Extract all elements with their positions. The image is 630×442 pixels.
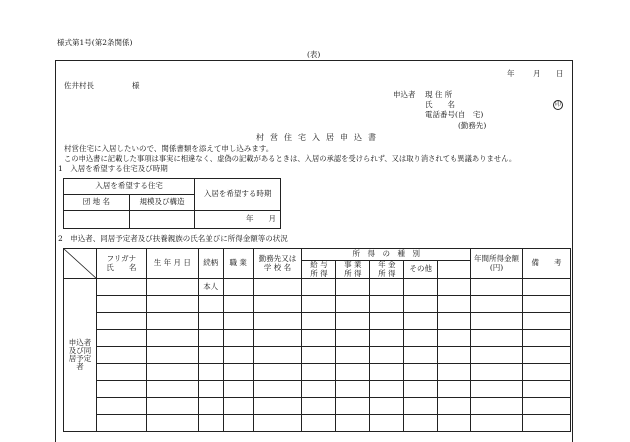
table-cell[interactable] [198, 296, 223, 313]
table-cell[interactable] [198, 330, 223, 347]
table-cell[interactable] [198, 415, 223, 432]
birth-header: 生 年 月 日 [146, 249, 198, 279]
table-cell[interactable] [253, 347, 302, 364]
table-cell[interactable] [438, 347, 471, 364]
table-cell[interactable] [404, 347, 438, 364]
workplace-header [253, 249, 302, 279]
table-cell[interactable] [96, 279, 146, 296]
table-cell[interactable] [404, 296, 438, 313]
table-cell[interactable] [96, 381, 146, 398]
table-cell[interactable] [96, 313, 146, 330]
table-row [64, 296, 571, 313]
table-cell[interactable] [96, 296, 146, 313]
table-cell[interactable] [370, 415, 404, 432]
addressee-name: 佐井村長 [64, 81, 94, 90]
income-type-header: 所 得 の 種 別 [302, 249, 471, 261]
relation-header: 続柄 [198, 249, 223, 279]
table-cell[interactable] [438, 296, 471, 313]
table-cell[interactable] [471, 330, 523, 347]
table-row [64, 330, 571, 347]
table-cell[interactable] [253, 398, 302, 415]
table-cell[interactable] [223, 330, 253, 347]
table-cell[interactable] [438, 364, 471, 381]
table-cell[interactable] [471, 415, 523, 432]
furigana-label: フリガナ [106, 254, 137, 264]
table-cell[interactable] [96, 364, 146, 381]
remarks-header: 備 考 [522, 249, 570, 279]
table-cell[interactable] [404, 398, 438, 415]
table-cell[interactable] [253, 296, 302, 313]
table-cell[interactable] [96, 415, 146, 432]
table-cell[interactable] [438, 330, 471, 347]
table-cell[interactable] [223, 347, 253, 364]
table-cell[interactable] [253, 364, 302, 381]
table-cell[interactable] [223, 381, 253, 398]
table-cell[interactable] [404, 381, 438, 398]
danchi-cell[interactable] [64, 211, 130, 229]
table-cell[interactable] [336, 313, 370, 330]
annual-income-label: 年間所得金額 [474, 254, 520, 264]
table-cell[interactable] [336, 296, 370, 313]
table-cell[interactable] [336, 279, 370, 296]
date-month: 月 [533, 69, 541, 78]
table-cell[interactable] [302, 347, 336, 364]
diagonal-corner-cell [64, 249, 97, 279]
table-cell[interactable] [302, 296, 336, 313]
table-cell[interactable] [438, 279, 471, 296]
addressee-honorific: 様 [132, 81, 140, 90]
table-cell[interactable] [198, 398, 223, 415]
table-cell[interactable] [96, 398, 146, 415]
table-row [64, 279, 571, 296]
table-row [64, 347, 571, 364]
school-label: 学 校 名 [263, 262, 292, 272]
table-cell[interactable] [438, 415, 471, 432]
table-cell[interactable] [253, 381, 302, 398]
row-group-line: 及び同 [68, 345, 92, 355]
row-group-line: 者 [76, 362, 84, 372]
job-header: 職 業 [223, 249, 253, 279]
table-cell[interactable] [336, 415, 370, 432]
salary-header [302, 261, 336, 279]
phone-home-label: 電話番号(自 宅) [425, 110, 484, 119]
table-cell[interactable] [522, 279, 570, 296]
table-cell[interactable] [404, 364, 438, 381]
table-cell[interactable] [336, 347, 370, 364]
table-cell[interactable] [370, 296, 404, 313]
table-row [64, 364, 571, 381]
address-label: 現 住 所 [425, 90, 453, 99]
table-row [64, 313, 571, 330]
business-header [336, 261, 370, 279]
table-cell[interactable] [198, 381, 223, 398]
form-number: 様式第1号(第2条関係) [57, 38, 133, 47]
table-cell[interactable] [146, 330, 198, 347]
business-label-2: 所 得 [344, 268, 362, 278]
table-cell[interactable] [302, 364, 336, 381]
salary-label-1: 給 与 [310, 260, 328, 270]
table-cell[interactable] [302, 279, 336, 296]
table-cell[interactable] [370, 347, 404, 364]
table-cell[interactable] [223, 415, 253, 432]
table-cell[interactable] [198, 347, 223, 364]
name-col-label: 氏 名 [106, 262, 137, 272]
table-cell[interactable] [302, 415, 336, 432]
table-cell[interactable] [370, 330, 404, 347]
table-cell[interactable] [438, 313, 471, 330]
date-day: 日 [556, 69, 564, 78]
table-row [64, 381, 571, 398]
danchi-header: 団 地 名 [64, 195, 130, 211]
table-cell[interactable] [370, 398, 404, 415]
table-cell[interactable] [146, 313, 198, 330]
table-cell[interactable] [223, 364, 253, 381]
table-cell[interactable] [336, 364, 370, 381]
table-cell[interactable] [302, 313, 336, 330]
salary-label-2: 所 得 [310, 268, 328, 278]
section2-heading: 2 申込者、同居予定者及び扶養親族の氏名並びに所得金額等の状況 [58, 234, 288, 243]
scale-header: 規模及び構造 [129, 195, 195, 211]
phone-work-label: (勤務先) [458, 121, 487, 130]
table-cell[interactable] [96, 330, 146, 347]
table-cell[interactable] [404, 279, 438, 296]
scale-cell[interactable] [129, 211, 195, 229]
table-cell[interactable] [471, 364, 523, 381]
table-cell[interactable] [370, 279, 404, 296]
table-cell[interactable] [522, 296, 570, 313]
table-cell[interactable] [302, 330, 336, 347]
table-cell[interactable] [223, 296, 253, 313]
table-cell[interactable] [471, 313, 523, 330]
table-cell[interactable] [336, 381, 370, 398]
income-rows [64, 279, 571, 432]
table-cell[interactable] [471, 381, 523, 398]
table-cell[interactable] [146, 415, 198, 432]
table-cell[interactable] [146, 364, 198, 381]
table-cell[interactable] [471, 347, 523, 364]
table-cell[interactable] [336, 398, 370, 415]
table-cell[interactable] [302, 381, 336, 398]
table-cell[interactable] [146, 398, 198, 415]
applicant-label: 申込者 [393, 90, 416, 99]
table-cell[interactable] [522, 381, 570, 398]
table-cell[interactable] [370, 364, 404, 381]
document-title: 村営住宅入居申込書 [256, 133, 382, 142]
table-cell[interactable] [223, 313, 253, 330]
table-cell[interactable] [370, 313, 404, 330]
period-cell[interactable] [195, 211, 281, 229]
table-cell[interactable] [438, 381, 471, 398]
table-cell[interactable] [404, 330, 438, 347]
table-cell[interactable] [522, 347, 570, 364]
diagonal-line [64, 249, 97, 279]
row-group-line: 居予定 [68, 354, 92, 363]
income-table [63, 248, 571, 432]
name-label: 氏 名 [425, 100, 455, 109]
pension-label-2: 所 得 [378, 268, 396, 278]
section1-heading: 1 入居を希望する住宅及び時期 [58, 164, 168, 173]
year-month-label: 年 月 [246, 214, 276, 224]
table-cell[interactable] [146, 381, 198, 398]
table-cell[interactable] [522, 313, 570, 330]
table-cell[interactable] [146, 296, 198, 313]
date-year: 年 [507, 69, 515, 78]
table-cell[interactable] [253, 313, 302, 330]
table-cell[interactable] [223, 398, 253, 415]
table-cell[interactable] [404, 415, 438, 432]
housing-table [63, 178, 281, 229]
table-cell[interactable] [370, 381, 404, 398]
table-cell[interactable] [223, 279, 253, 296]
pension-label-1: 年 金 [378, 260, 396, 270]
seal-mark: 印 [554, 101, 561, 108]
table-cell[interactable] [522, 364, 570, 381]
table-cell[interactable] [253, 415, 302, 432]
row-group-line: 申込者 [68, 337, 92, 347]
table-cell[interactable] [522, 398, 570, 415]
table-cell[interactable] [146, 279, 198, 296]
housing-header: 入居を希望する住宅 [64, 179, 195, 195]
table-cell[interactable] [471, 296, 523, 313]
table-row [64, 415, 571, 432]
row-group-label [64, 279, 97, 432]
table-cell[interactable] [198, 313, 223, 330]
annual-income-header [471, 249, 523, 279]
pension-header [370, 261, 404, 279]
table-cell[interactable] [253, 330, 302, 347]
yen-label: (円) [489, 262, 504, 272]
side-label: (表) [307, 50, 321, 59]
table-cell[interactable] [471, 398, 523, 415]
table-cell[interactable] [522, 415, 570, 432]
workplace-label: 勤務先又は [258, 254, 297, 264]
table-cell[interactable] [198, 364, 223, 381]
period-header: 入居を希望する時期 [195, 179, 281, 211]
intro-line-2: この申込書に記載した事項は事実に相違なく、虚偽の記載があるときは、入居の承認を受けられず、又は取り消されても異議ありません。 [64, 154, 517, 163]
table-cell[interactable] [522, 330, 570, 347]
self-relation-cell: 本人 [198, 279, 223, 296]
other-header: その他 [404, 261, 438, 279]
table-cell[interactable] [253, 279, 302, 296]
table-cell[interactable] [438, 398, 471, 415]
table-cell[interactable] [336, 330, 370, 347]
table-cell[interactable] [96, 347, 146, 364]
table-cell[interactable] [471, 279, 523, 296]
furigana-name-header [96, 249, 146, 279]
business-label-1: 事 業 [344, 260, 362, 270]
table-row [64, 398, 571, 415]
table-cell[interactable] [302, 398, 336, 415]
table-cell[interactable] [404, 313, 438, 330]
table-cell[interactable] [146, 347, 198, 364]
intro-line-1: 村営住宅に入居したいので、関係書類を添えて申し込みます。 [64, 144, 274, 153]
